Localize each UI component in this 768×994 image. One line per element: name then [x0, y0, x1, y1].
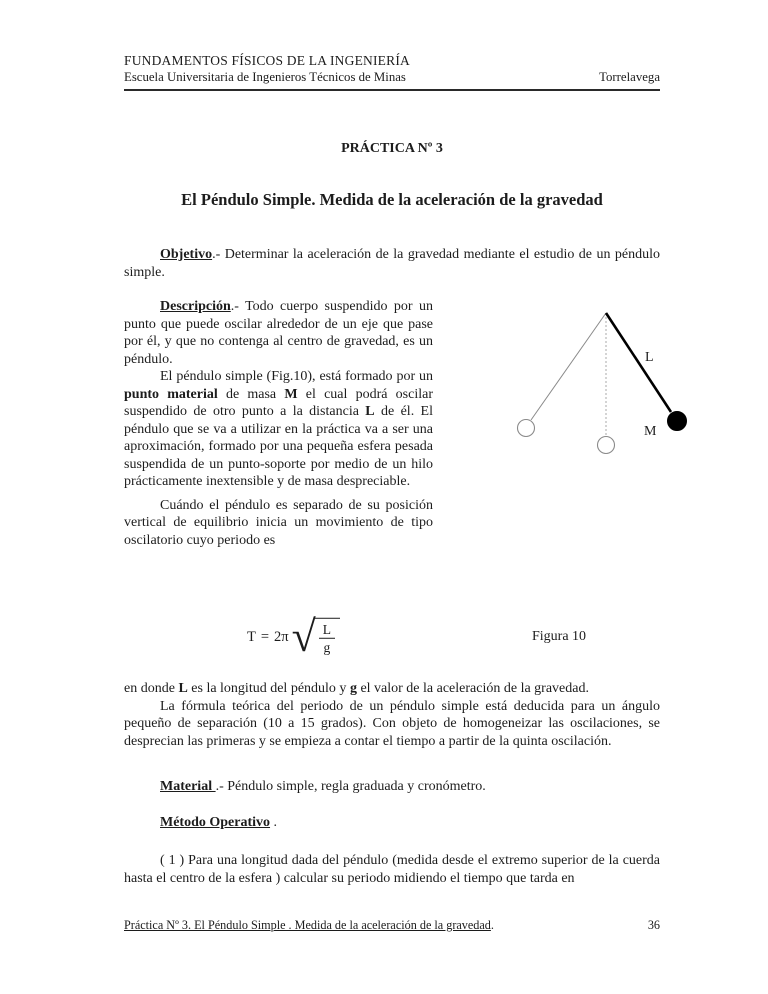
term-punto-material: punto material [124, 386, 218, 402]
description-label: Descripción [160, 299, 231, 314]
radical-body [314, 618, 340, 655]
fraction-numerator: L [319, 622, 335, 639]
header-location: Torrelavega [599, 70, 660, 84]
document-title: El Péndulo Simple. Medida de la aceleración de la gravedad [181, 190, 603, 209]
formula-fraction [319, 622, 335, 655]
where-text-c: es la longitud del péndulo y [187, 681, 350, 696]
header-title: FUNDAMENTOS FÍSICOS DE LA INGENIERÍA [124, 53, 410, 68]
page-number: 36 [647, 918, 660, 932]
method-step-1: ( 1 ) Para una longitud dada del péndulo (medida desde el extremo superior de la cuerda hasta el centro de la esfera ) calcular su periodo midiendo el tiempo que tarda en [124, 853, 660, 886]
pendulum-string-left [531, 313, 606, 420]
description-section [124, 298, 660, 598]
formula-coefficient: 2π [274, 628, 289, 645]
footer-title [124, 918, 494, 933]
objective-text: .- Determinar la aceleración de la gravedad mediante el estudio de un péndulo simple. [124, 247, 660, 280]
description-paragraph-3: Cuándo el péndulo es separado de su posición vertical de equilibrio inicia un movimiento de tipo oscilatorio cuyo periodo es [124, 497, 433, 548]
material-label: Material [160, 779, 216, 794]
material-text: .- Péndulo simple, regla graduada y cronómetro. [215, 779, 486, 794]
footer-title-text: Práctica Nº 3. El Péndulo Simple . Medida de la aceleración de la gravedad [124, 918, 491, 932]
figure-label-M: M [644, 424, 657, 439]
where-term-L: L [178, 681, 188, 696]
description-column [124, 298, 433, 549]
where-text-e: el valor de la aceleración de la gravedad. [356, 681, 589, 696]
page-footer [124, 918, 660, 933]
radical-sign: √ [291, 611, 316, 661]
objective-paragraph [124, 246, 660, 281]
description-text-2a: El péndulo simple (Fig.10), está formado por un [160, 369, 433, 384]
term-mass-M: M [284, 386, 298, 402]
objective-label: Objetivo [160, 247, 213, 262]
header-subtitle-row [124, 69, 660, 85]
pendulum-string-right [606, 313, 671, 412]
period-formula [247, 611, 340, 661]
pendulum-bob-mass [668, 412, 687, 431]
where-term-g: g [349, 681, 357, 696]
theory-paragraph: La fórmula teórica del periodo de un péndulo simple está deducida para un ángulo pequeño de separación (10 a 15 grados). Con objeto de homogeneizar las oscilaciones, se desprecian las primeras y se empieza a contar el tiempo a partir de la quinta oscilación. [124, 698, 660, 749]
where-text-a: en donde [124, 681, 179, 696]
material-paragraph [124, 778, 660, 796]
method-heading [124, 814, 660, 832]
pendulum-bob-center-outline [598, 437, 615, 454]
description-text-2e: el cual podrá oscilar suspendido de otro punto a la distancia [124, 386, 433, 419]
description-text-1: .- Todo cuerpo suspendido por un punto que puede oscilar alrededor de un eje que pase por él, y que no contenga al centro de gravedad, es un péndulo. [124, 299, 433, 367]
header-school: Escuela Universitaria de Ingenieros Técnicos de Minas [124, 70, 406, 84]
page-content [124, 52, 660, 887]
pendulum-diagram [480, 304, 710, 464]
method-dot: . [270, 814, 278, 830]
method-label: Método Operativo [160, 814, 271, 830]
description-paragraph-1 [124, 298, 433, 368]
footer-title-dot: . [490, 918, 494, 932]
fraction-denominator: g [323, 639, 331, 655]
pendulum-figure [480, 304, 710, 469]
page-header [124, 52, 660, 91]
figure-label-L: L [645, 350, 654, 365]
formula-equals: = [260, 628, 270, 645]
description-paragraph-2 [124, 368, 433, 491]
practice-number-title: PRÁCTICA Nº 3 [341, 141, 443, 156]
where-paragraph [124, 680, 660, 698]
formula-lhs: T [247, 628, 256, 645]
figure-caption: Figura 10 [532, 629, 587, 644]
header-rule [124, 89, 660, 91]
pendulum-bob-left-outline [518, 420, 535, 437]
formula-radical [291, 611, 340, 661]
formula-row [124, 608, 660, 666]
description-text-2c: de masa [217, 386, 285, 402]
description-text-2g: de él. El péndulo que se va a utilizar en la práctica va a ser una aproximación, formado por una pequeña esfera pesada suspendida de un punto-soporte por medio de un hilo prácticamente inextensible y de masa despreciable. [124, 404, 433, 489]
term-length-L: L [365, 404, 375, 419]
